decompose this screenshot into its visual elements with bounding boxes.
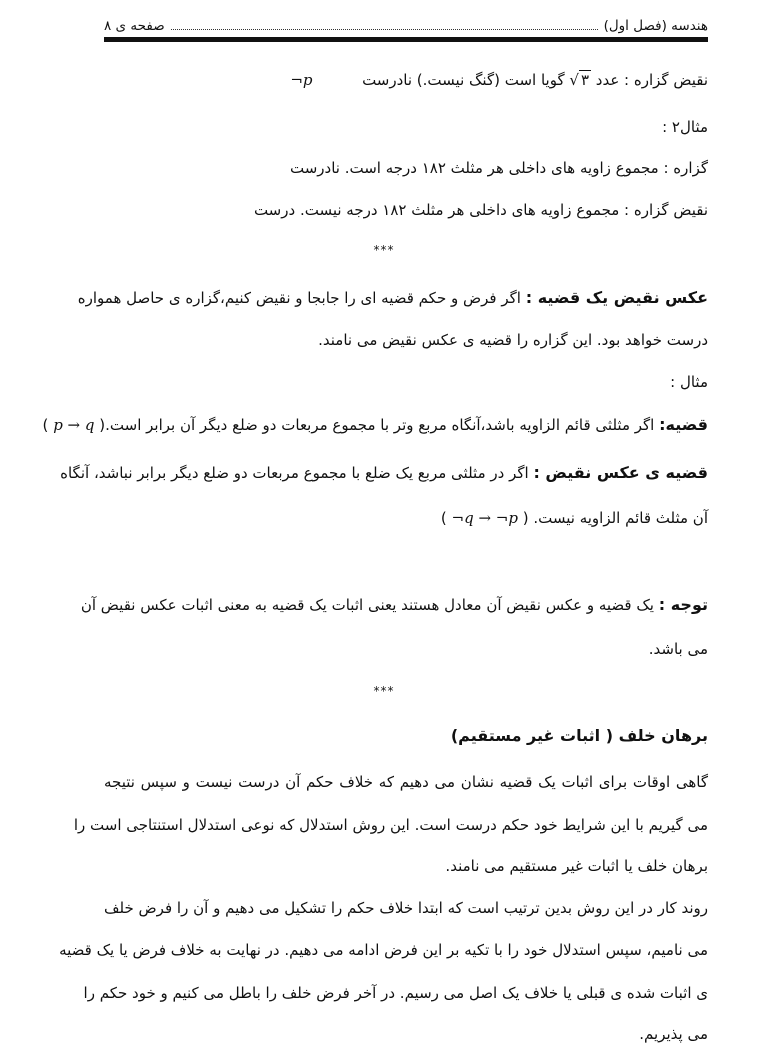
sqrt-expression: √ ۳ (569, 71, 589, 89)
theorem-term: قضیه: (659, 415, 708, 434)
header-title: هندسه (فصل اول) (603, 18, 708, 34)
paragraph-1-line-3: برهان خلف یا اثبات غیر مستقیم می نامند. (445, 857, 708, 875)
paragraph-2-line-2: می نامیم، سپس استدلال خود را با تکیه بر این فرض ادامه می دهیم. در نهایت به خلاف فرض یا یک قضیه (59, 941, 708, 959)
separator-2: *** (373, 684, 395, 698)
page-header (104, 12, 708, 34)
paragraph-1-line-1: گاهی اوقات برای اثبات یک قضیه نشان می دهیم که خلاف حکم آن درست نیست و سپس نتیجه (104, 773, 708, 791)
paragraph-1-line-2: می گیریم با این شرایط خود حکم درست است. این روش استدلال که نوعی استدلال استنتاجی است را (73, 816, 708, 834)
paragraph-2-line-3: ی اثبات شده ی قبلی یا خلاف یک اصل می رسیم. در آخر فرض خلف را باطل می کنیم و خود حکم را (83, 984, 708, 1002)
separator-1: *** (373, 243, 395, 257)
header-dots (171, 28, 598, 30)
negation-line: نقیض گزاره : مجموع زاویه های داخلی هر مثلث ۱۸۲ درجه نیست. درست (253, 201, 708, 219)
header-page-number: صفحه ی ۸ (104, 18, 165, 34)
line-negation-statement: نقیض گزاره : عدد √ ۳ گویا است (گنگ نیست.) نادرست ¬p (290, 71, 708, 89)
theorem-line: قضیه: اگر مثلثی قائم الزاویه باشد،آنگاه مربع وتر با مجموع مربعات دو ضلع دیگر آن برابر است.( p → q ) (42, 415, 708, 434)
note-term: توجه : (658, 595, 708, 614)
header-rule (104, 37, 708, 42)
contrapositive-term: عکس نقیض یک قضیه : (525, 288, 708, 307)
note-line: توجه : یک قضیه و عکس نقیض آن معادل هستند یعنی اثبات یک قضیه به معنی اثبات عکس نقیض آن (80, 595, 708, 614)
paragraph-2-line-4: می پذیریم. (639, 1025, 708, 1043)
contrapositive-definition: عکس نقیض یک قضیه : اگر فرض و حکم قضیه ای را جابجا و نقیض کنیم،گزاره ی حاصل همواره (77, 288, 708, 307)
contrapositive-theorem-cont: آن مثلث قائم الزاویه نیست. ( ¬q → ¬p ) (440, 509, 708, 527)
note-line-cont: می باشد. (648, 640, 708, 658)
example-label: مثال : (670, 373, 708, 391)
contrapositive-definition-cont: درست خواهد بود. این گزاره را قضیه ی عکس نقیض می نامند. (318, 331, 708, 349)
contrapositive-theorem-line: قضیه ی عکس نقیض : اگر در مثلثی مربع یک ضلع با مجموع مربعات دو ضلع دیگر برابر نباشد، آنگاه (60, 463, 708, 482)
statement-line: گزاره : مجموع زاویه های داخلی هر مثلث ۱۸۲ درجه است. نادرست (289, 159, 708, 177)
section-heading: برهان خلف ( اثبات غیر مستقیم) (450, 726, 708, 745)
example-2-label: مثال۲ : (662, 118, 708, 136)
contrapositive-theorem-term: قضیه ی عکس نقیض : (533, 463, 708, 482)
paragraph-2-line-1: روند کار در این روش بدین ترتیب است که ابتدا خلاف حکم را تشکیل می دهیم و آن را فرض خلف (104, 899, 708, 917)
